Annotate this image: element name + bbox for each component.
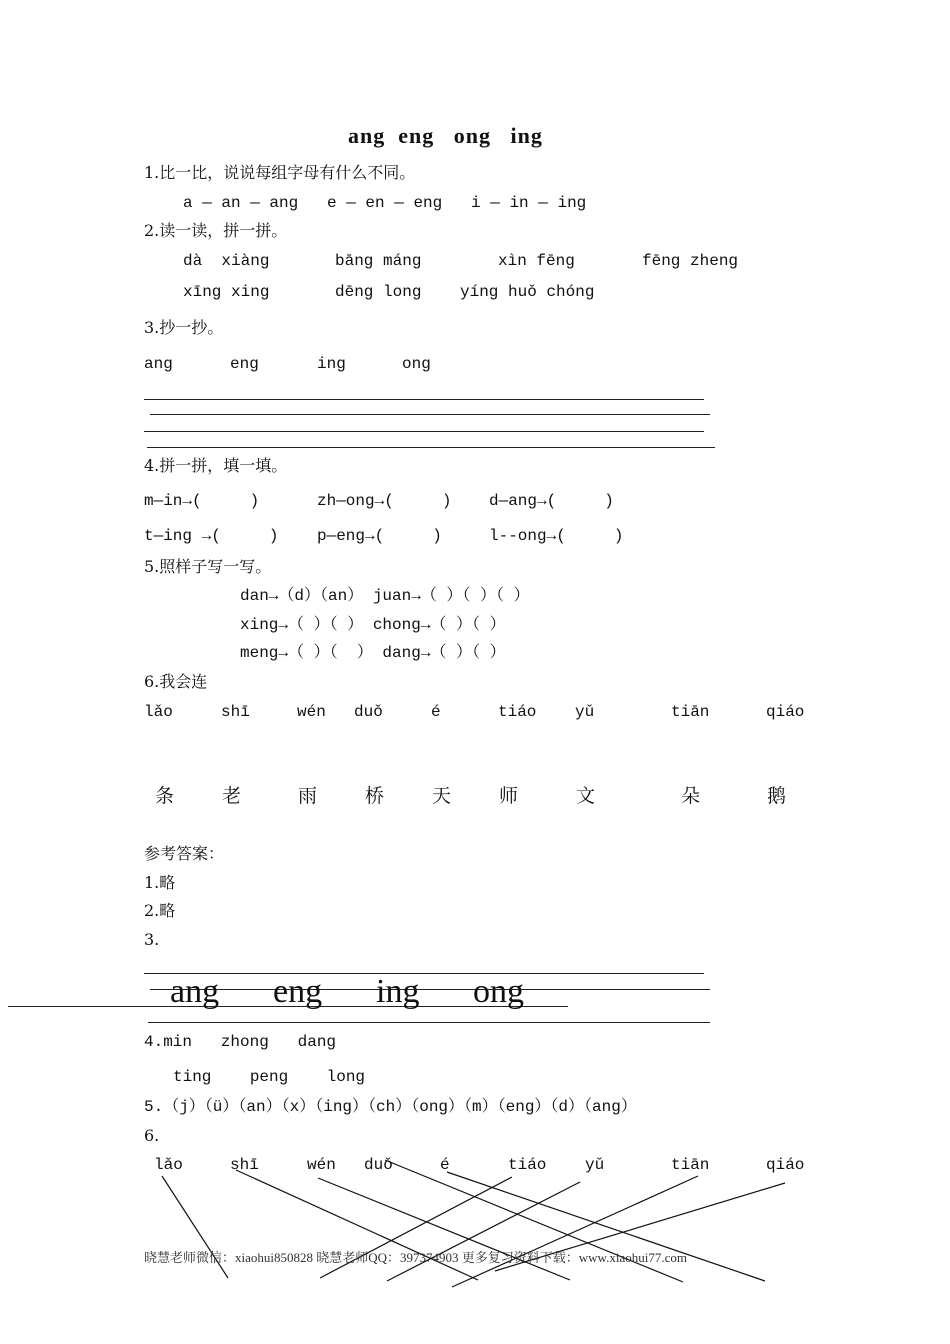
- q3-heading: 3.抄一抄。: [144, 318, 224, 337]
- answer-6-pinyin: tiáo: [508, 1156, 547, 1174]
- answer-6-pinyin: yǔ: [585, 1156, 605, 1174]
- q4-item: t—ing →( ): [144, 527, 279, 545]
- answer-6-pinyin: wén: [307, 1156, 336, 1174]
- q6-heading: 6.我会连: [144, 672, 208, 691]
- q4-heading: 4.拼一拼，填一填。: [144, 456, 288, 475]
- q6-hanzi: 条: [155, 785, 175, 807]
- q6-hanzi: 文: [576, 785, 596, 807]
- answer-6-pinyin: qiáo: [766, 1156, 805, 1174]
- q3-item: eng: [230, 355, 259, 373]
- q2-word: xìn fēng: [498, 252, 575, 270]
- answer-3-item: ing: [376, 973, 420, 1010]
- q6-hanzi: 桥: [365, 785, 385, 807]
- answer-6-pinyin: é: [440, 1156, 450, 1174]
- q6-pinyin: lǎo: [144, 703, 173, 721]
- q6-hanzi: 朵: [681, 785, 701, 807]
- q6-pinyin: wén: [297, 703, 326, 721]
- q6-pinyin: duǒ: [354, 703, 383, 721]
- q6-hanzi: 天: [432, 785, 452, 807]
- footer-watermark: 晓慧老师微信：xiaohui850828 晓慧老师QQ：397374903 更多复习资料下载：www.xiaohui77.com: [144, 1250, 687, 1265]
- q6-pinyin: tiān: [671, 703, 710, 721]
- q2-word: yíng huǒ chóng: [460, 283, 595, 301]
- q6-hanzi: 老: [222, 785, 242, 807]
- answer-6-pinyin: lǎo: [154, 1156, 183, 1174]
- q5-row: dan→（d）（an） juan→（ ）（ ）（ ）: [240, 587, 530, 605]
- q5-row: meng→（ ）（ ） dang→（ ）（ ）: [240, 644, 506, 662]
- answer-3-item: eng: [273, 973, 323, 1010]
- answer-6-pinyin: shī: [230, 1156, 259, 1174]
- q4-item: d—ang→( ): [489, 492, 614, 510]
- q3-item: ang: [144, 355, 173, 373]
- q1-heading: 1.比一比，说说每组字母有什么不同。: [144, 163, 416, 182]
- answer-4-row: 4.min zhong dang: [144, 1033, 337, 1051]
- q6-pinyin: yǔ: [575, 703, 595, 721]
- answer-2: 2.略: [144, 901, 176, 920]
- answer-3-label: 3.: [144, 930, 160, 949]
- q6-pinyin: tiáo: [498, 703, 537, 721]
- q1-letters: a — an — ang e — en — eng i — in — ing: [183, 194, 587, 212]
- q4-item: zh—ong→( ): [317, 492, 452, 510]
- q2-word: xīng xing: [183, 283, 270, 301]
- q6-pinyin: é: [431, 703, 441, 721]
- q4-item: l--ong→( ): [489, 527, 624, 545]
- q6-hanzi: 师: [499, 785, 519, 807]
- q6-hanzi: 鹅: [767, 785, 787, 807]
- q4-item: m—in→( ): [144, 492, 260, 510]
- q2-word: bāng máng: [335, 252, 422, 270]
- match-line: [452, 1176, 698, 1287]
- answer-1: 1.略: [144, 873, 176, 892]
- page-title: ang eng ong ing: [348, 123, 543, 148]
- answers-heading: 参考答案：: [144, 844, 225, 863]
- answer-6-label: 6.: [144, 1126, 160, 1145]
- q6-pinyin: shī: [221, 703, 250, 721]
- answer-5: 5.（j）（ü）（an）（x）（ing）（ch）（ong）（m）（eng）（d）（ang）: [144, 1098, 637, 1116]
- answer-6-pinyin: tiān: [671, 1156, 710, 1174]
- q5-heading: 5.照样子写一写。: [144, 557, 272, 576]
- q6-hanzi: 雨: [298, 785, 318, 807]
- answer-3-item: ong: [473, 973, 524, 1010]
- q3-item: ong: [402, 355, 431, 373]
- q2-word: dēng long: [335, 283, 422, 301]
- q4-item: p—eng→( ): [317, 527, 442, 545]
- answer-6-pinyin: duǒ: [364, 1156, 393, 1174]
- q3-item: ing: [317, 355, 346, 373]
- q2-word: dà xiàng: [183, 252, 270, 270]
- q6-pinyin: qiáo: [766, 703, 805, 721]
- answer-3-item: ang: [170, 973, 220, 1010]
- answer-4-row: ting peng long: [173, 1068, 366, 1086]
- q5-row: xing→（ ）（ ） chong→（ ）（ ）: [240, 616, 506, 634]
- q2-word: fēng zheng: [642, 252, 739, 270]
- q2-heading: 2.读一读，拼一拼。: [144, 221, 288, 240]
